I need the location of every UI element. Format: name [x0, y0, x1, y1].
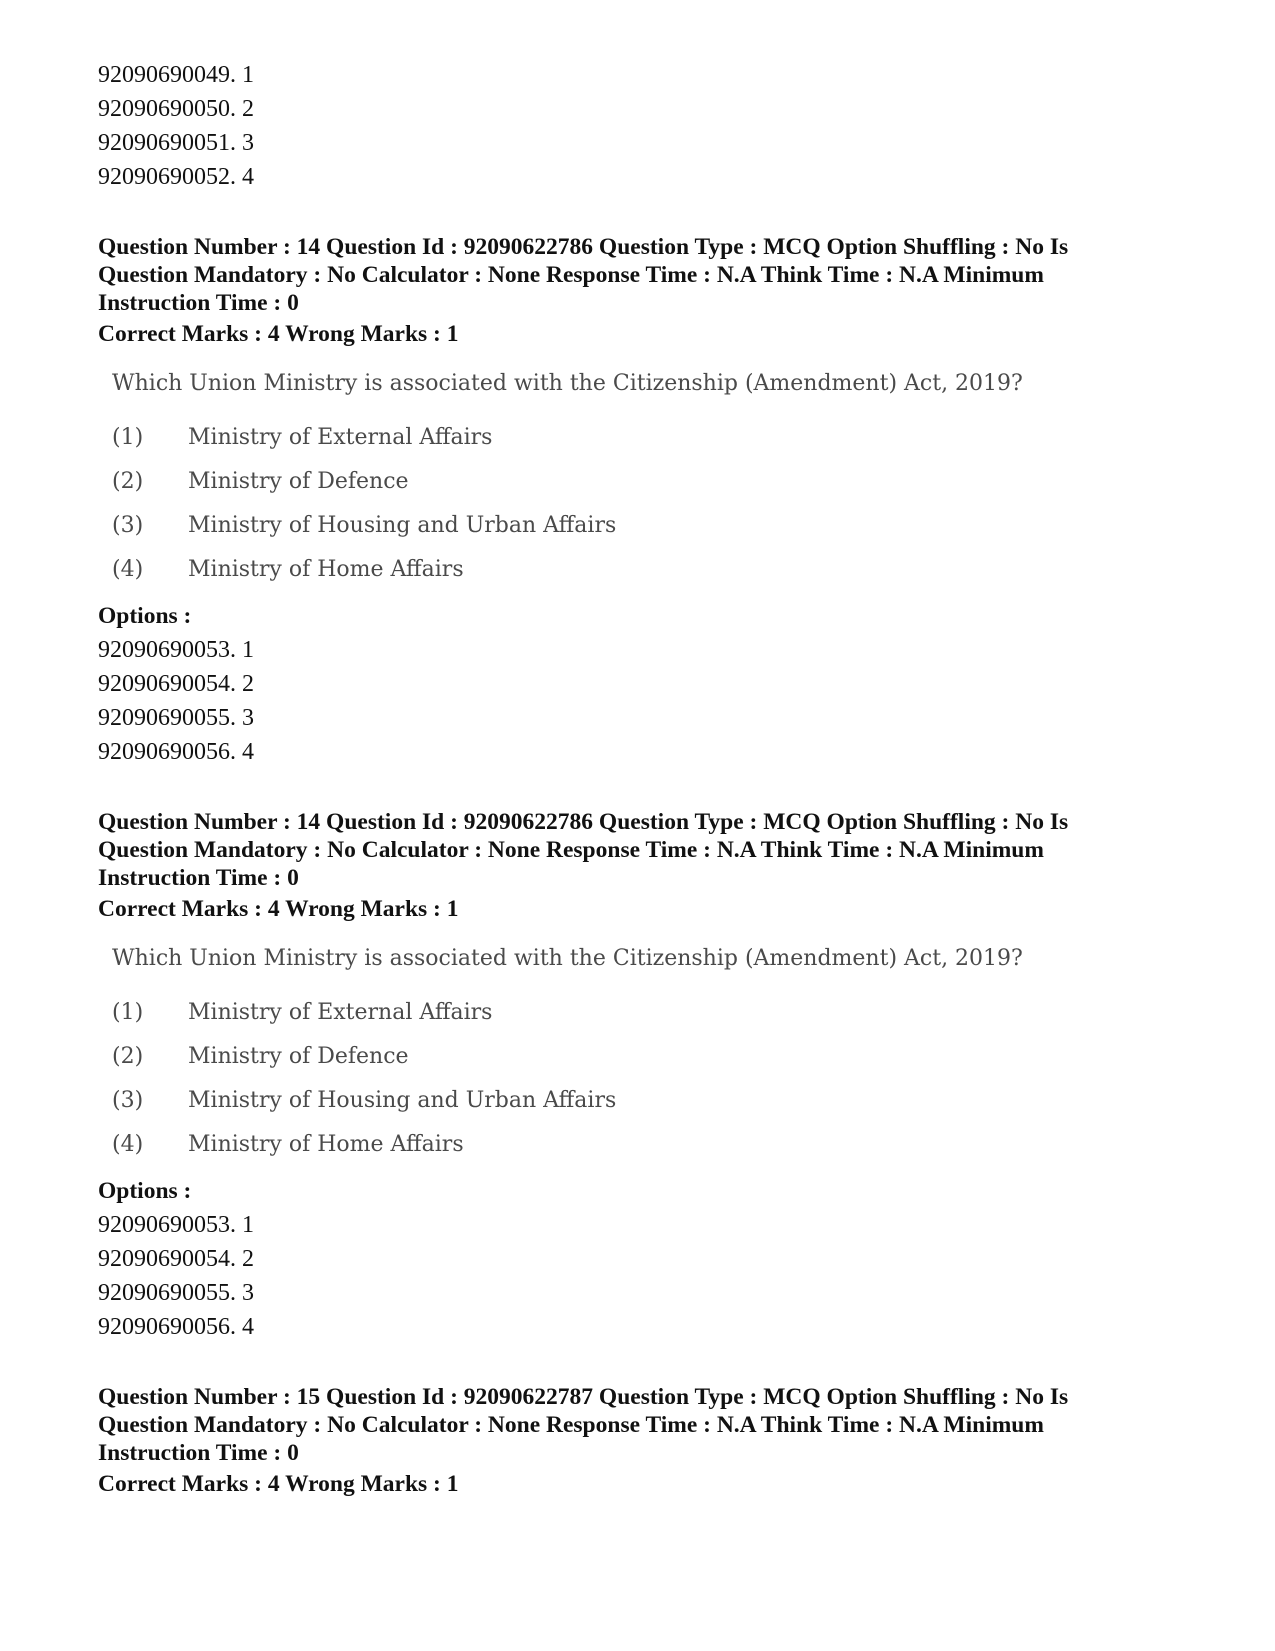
choice-item: [112, 1085, 1112, 1129]
question-meta-line: Instruction Time : 0: [98, 290, 299, 316]
choice-item: [112, 510, 1112, 554]
question-meta-line: Question Number : 14 Question Id : 92090622786 Question Type : MCQ Option Shuffling : No Is: [98, 234, 1069, 260]
question-meta: [98, 808, 1188, 892]
question-marks: Correct Marks : 4 Wrong Marks : 1: [98, 1471, 459, 1497]
option-id-line: 92090690055. 3: [98, 705, 254, 731]
choice-text: Ministry of Defence: [188, 469, 409, 494]
option-id-line: 92090690051. 3: [98, 130, 254, 156]
choice-number: (4): [112, 557, 144, 582]
option-id-list: [98, 633, 254, 769]
question-image: [112, 368, 1112, 598]
option-id-line: 92090690054. 2: [98, 1246, 254, 1272]
choice-number: (1): [112, 425, 144, 450]
choice-text: Ministry of External Affairs: [188, 425, 493, 450]
option-id-line: 92090690050. 2: [98, 96, 254, 122]
question-marks: Correct Marks : 4 Wrong Marks : 1: [98, 321, 459, 347]
option-id-line: 92090690054. 2: [98, 671, 254, 697]
option-id-line: 92090690056. 4: [98, 739, 254, 765]
option-id-line: 92090690055. 3: [98, 1280, 254, 1306]
choice-item: [112, 554, 1112, 598]
choice-text: Ministry of External Affairs: [188, 1000, 493, 1025]
options-heading: Options :: [98, 603, 192, 629]
choice-item: [112, 422, 1112, 466]
choice-number: (1): [112, 1000, 144, 1025]
choice-number: (3): [112, 513, 144, 538]
option-id-line: 92090690052. 4: [98, 164, 254, 190]
question-meta: [98, 1383, 1188, 1467]
choice-number: (2): [112, 469, 144, 494]
question-meta-line: Question Number : 14 Question Id : 92090622786 Question Type : MCQ Option Shuffling : No Is: [98, 809, 1069, 835]
option-id-line: 92090690053. 1: [98, 1212, 254, 1238]
option-id-line: 92090690053. 1: [98, 637, 254, 663]
choice-item: [112, 466, 1112, 510]
choice-text: Ministry of Housing and Urban Affairs: [188, 1088, 617, 1113]
options-heading: Options :: [98, 1178, 192, 1204]
question-text: Which Union Ministry is associated with the Citizenship (Amendment) Act, 2019?: [112, 946, 1023, 971]
choice-number: (3): [112, 1088, 144, 1113]
choice-text: Ministry of Home Affairs: [188, 1132, 464, 1157]
choice-number: (2): [112, 1044, 144, 1069]
option-id-line: 92090690056. 4: [98, 1314, 254, 1340]
choice-item: [112, 1129, 1112, 1173]
option-id-list: [98, 1208, 254, 1344]
choice-number: (4): [112, 1132, 144, 1157]
choice-text: Ministry of Home Affairs: [188, 557, 464, 582]
choice-text: Ministry of Housing and Urban Affairs: [188, 513, 617, 538]
option-id-line: 92090690049. 1: [98, 62, 254, 88]
question-meta: [98, 233, 1188, 317]
question-meta-line: Instruction Time : 0: [98, 865, 299, 891]
question-meta-line: Instruction Time : 0: [98, 1440, 299, 1466]
choice-item: [112, 997, 1112, 1041]
choice-text: Ministry of Defence: [188, 1044, 409, 1069]
question-meta-line: Question Mandatory : No Calculator : None Response Time : N.A Think Time : N.A Minimum: [98, 837, 1044, 863]
question-text: Which Union Ministry is associated with the Citizenship (Amendment) Act, 2019?: [112, 371, 1023, 396]
question-meta-line: Question Mandatory : No Calculator : None Response Time : N.A Think Time : N.A Minimum: [98, 1412, 1044, 1438]
question-marks: Correct Marks : 4 Wrong Marks : 1: [98, 896, 459, 922]
question-meta-line: Question Number : 15 Question Id : 92090622787 Question Type : MCQ Option Shuffling : No Is: [98, 1384, 1069, 1410]
question-image: [112, 943, 1112, 1173]
choice-item: [112, 1041, 1112, 1085]
question-meta-line: Question Mandatory : No Calculator : None Response Time : N.A Think Time : N.A Minimum: [98, 262, 1044, 288]
top-option-list: [98, 58, 254, 194]
